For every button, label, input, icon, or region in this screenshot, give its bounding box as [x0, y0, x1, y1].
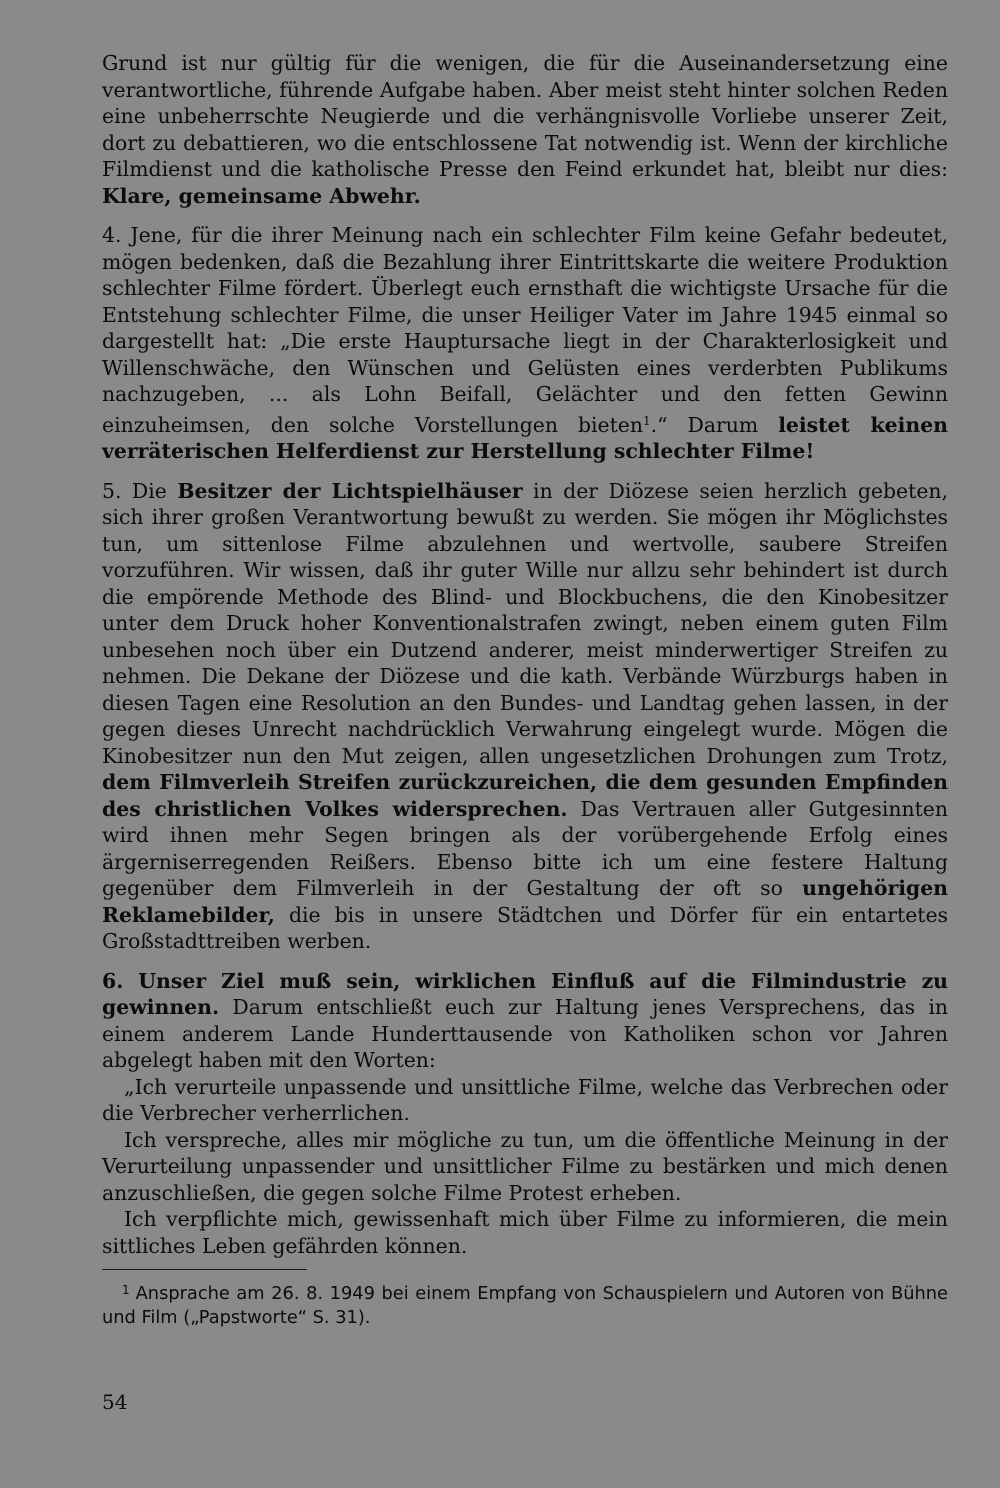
- quote-paragraph-1: „Ich verurteile unpassende und unsittliche Filme, welche das Verbrechen oder die Verbrecher verherrlichen.: [102, 1074, 948, 1125]
- paragraph-text: .“ Darum: [650, 412, 779, 437]
- emphasis-text: dem Filmverleih Streifen zurückzureichen, die dem gesunden Empfinden des christlichen Volkes widersprechen.: [102, 770, 948, 821]
- footnote-text: Ansprache am 26. 8. 1949 bei einem Empfang von Schauspielern und Autoren von Bühne und Film („Papstworte“ S. 31).: [102, 1283, 948, 1328]
- footnote-reference: 1: [642, 413, 651, 428]
- paragraph-text: Darum entschließt euch zur Haltung jenes Versprechens, das in einem anderem Lande Hunderttausende von Katholiken schon vor Jahren abgelegt haben mit den Worten:: [102, 995, 948, 1072]
- footnote: [102, 1278, 948, 1330]
- emphasis-text: 6. Unser Ziel muß sein, wirklichen Einfluß auf die Filmindustrie zu gewinnen.: [102, 968, 948, 1019]
- paragraph-continuation: [102, 50, 948, 209]
- paragraph-5: [102, 478, 948, 955]
- emphasis-text: Besitzer der Lichtspielhäuser: [177, 478, 523, 503]
- paragraph-text: Grund ist nur gültig für die wenigen, die für die Auseinandersetzung eine verantwortliche, führende Aufgabe haben. Aber meist steht hinter solchen Reden eine unbeherrschte Neugierde und die verhängnisvolle Vorliebe unserer Zeit, dort zu debattieren, wo die entschlossene Tat notwendig ist. Wenn der kirchliche Filmdienst und die katholische Presse den Feind erkundet hat, bleibt nur dies:: [102, 51, 948, 181]
- quote-paragraph-2: Ich verspreche, alles mir mögliche zu tun, um die öffentliche Meinung in der Verurteilung unpassender und unsittlicher Filme zu bestärken und mich denen anzuschließen, die gegen solche Filme Protest erheben.: [102, 1127, 948, 1205]
- paragraph-text: 5. Die: [102, 478, 178, 503]
- paragraph-6: [102, 968, 948, 1074]
- quote-paragraph-3: Ich verpflichte mich, gewissenhaft mich über Filme zu informieren, die mein sittliches Leben gefährden können.: [102, 1207, 948, 1258]
- emphasis-text: Klare, gemeinsame Abwehr.: [102, 183, 421, 208]
- footnote-marker: 1: [122, 1283, 130, 1297]
- paragraph-text: die bis in unsere Städtchen und Dörfer für ein entartetes Großstadttreiben werben.: [102, 902, 948, 953]
- footnote-separator: [102, 1269, 307, 1270]
- emphasis-text: leistet keinen verräterischen Helferdienst zur Herstellung schlechter Filme!: [102, 412, 948, 463]
- emphasis-text: ungehörigen Reklamebilder,: [102, 876, 948, 927]
- paragraph-text: Das Vertrauen aller Gutgesinnten wird ihnen mehr Segen bringen als der vorübergehende Erfolg eines ärgerniserregenden Reißers. Ebenso bitte ich um eine festere Haltung gegenüber dem Filmverleih in der Gestaltung der oft so: [102, 796, 949, 900]
- paragraph-text: 4. Jene, für die ihrer Meinung nach ein schlechter Film keine Gefahr bedeutet, mögen bedenken, daß die Bezahlung ihrer Eintrittskarte die weitere Produktion schlechter Filme fördert. Überlegt euch ernsthaft die wichtigste Ursache für die Entstehung schlechter Filme, die unser Heiliger Vater im Jahre 1945 einmal so dargestellt hat: „Die erste Hauptursache liegt in der Charakterlosigkeit und Willenschwäche, den Wünschen und Gelüsten eines verderbten Publikums nachzugeben, ... als Lohn Beifall, Gelächter und den fetten Gewinn einzuheimsen, den solche Vorstellungen bieten: [102, 223, 948, 437]
- paragraph-text: in der Diözese seien herzlich gebeten, sich ihrer großen Verantwortung bewußt zu werden. Sie mögen ihr Möglichstes tun, um sittenlose Filme abzulehnen und wertvolle, saubere Streifen vorzuführen. Wir wissen, daß ihr guter Wille nur allzu sehr behindert ist durch die empörende Methode des Blind- und Blockbuchens, die den Kinobesitzer unter dem Druck hoher Konventionalstrafen zwingt, neben einem guten Film unbesehen noch über ein Dutzend anderer, meist minderwertiger Streifen zu nehmen. Die Dekane der Diözese und die kath. Verbände Würzburgs haben in diesen Tagen eine Resolution an den Bundes- und Landtag gehen lassen, in der gegen dieses Unrecht nachdrücklich Verwahrung eingelegt wurde. Mögen die Kinobesitzer nun den Mut zeigen, allen ungesetzlichen Drohungen zum Trotz,: [102, 478, 948, 768]
- paragraph-4: [102, 222, 948, 465]
- page-number: 54: [102, 1390, 128, 1414]
